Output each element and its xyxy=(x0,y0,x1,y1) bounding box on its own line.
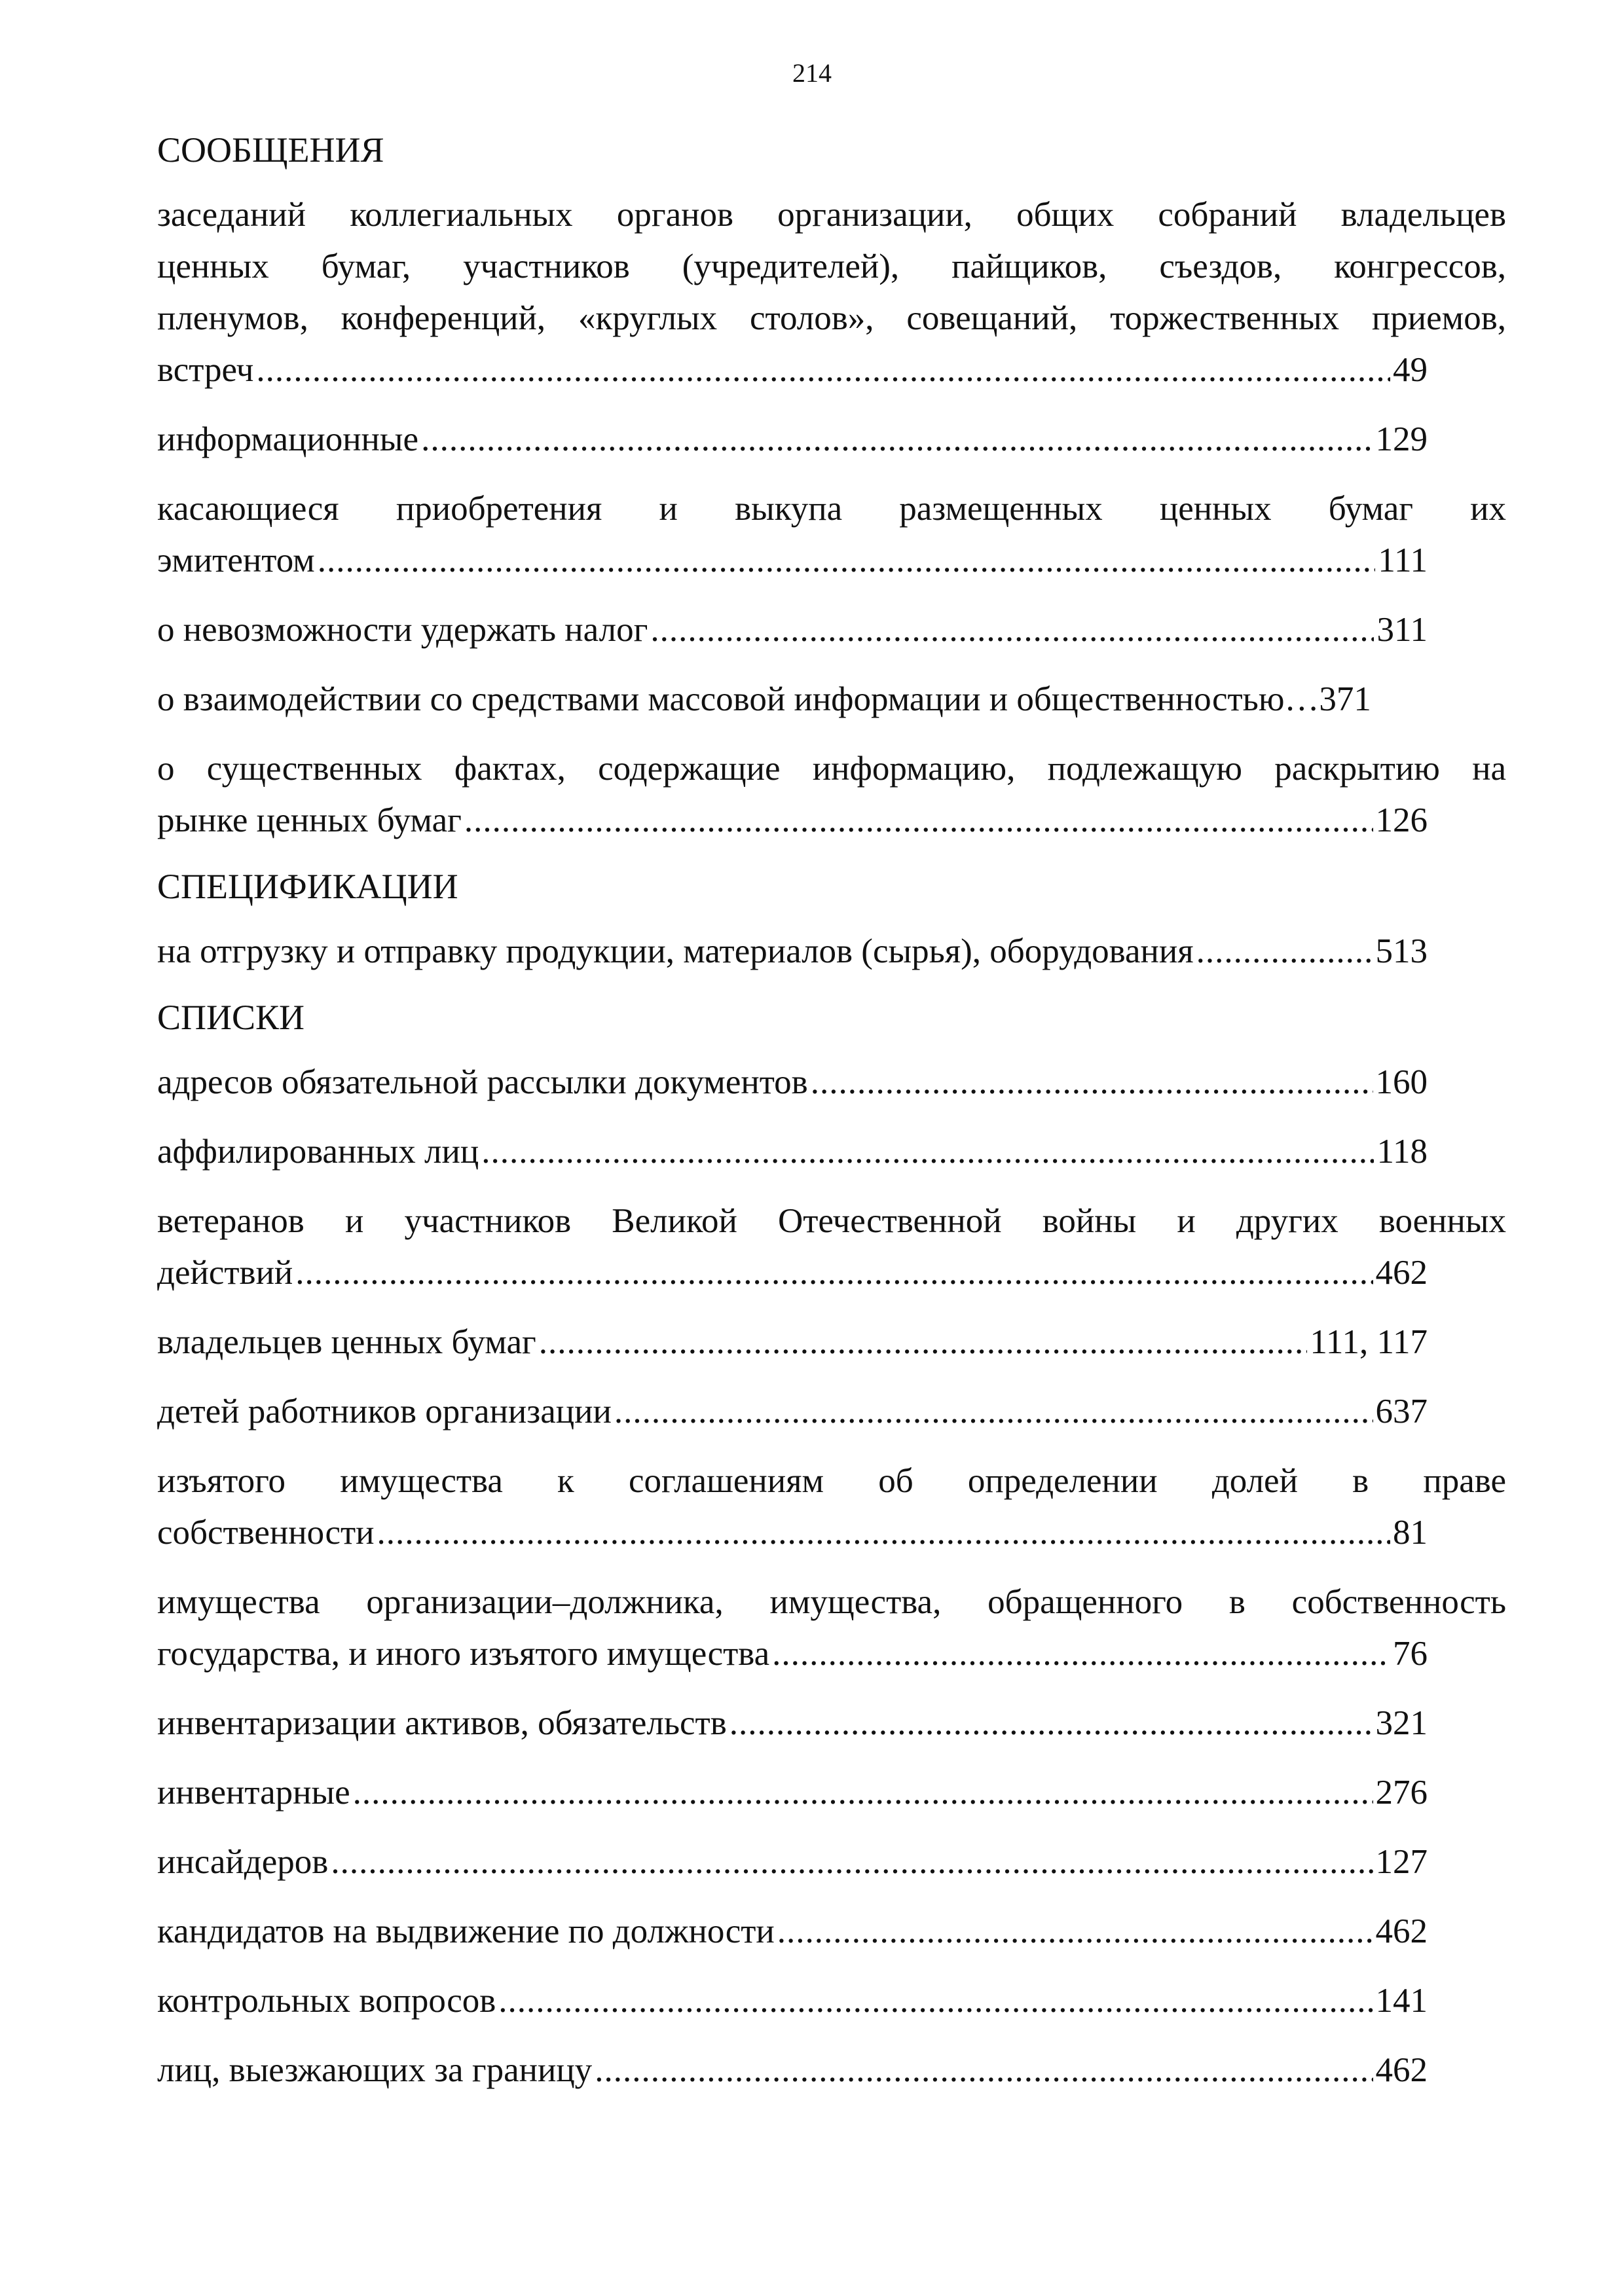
section-heading: СПИСКИ xyxy=(157,998,305,1037)
entry-page: 49 xyxy=(1393,351,1428,389)
entry-line: имущества организации–должника, имущества, обращенного в собственность xyxy=(157,1583,1506,1621)
entry-text: на отгрузку и отправку продукции, материалов (сырья), оборудования xyxy=(157,932,1194,970)
index-entry xyxy=(157,1836,1506,1888)
index-entry xyxy=(157,2045,1506,2096)
entry-text: инвентарные xyxy=(157,1774,350,1812)
leader-dots xyxy=(498,1975,1373,2027)
leader-dots xyxy=(481,1126,1374,1178)
entry-page: 127 xyxy=(1375,1843,1428,1881)
index-entry xyxy=(157,674,1506,725)
leader-dots xyxy=(464,795,1373,847)
entry-leader-line xyxy=(157,1507,1428,1559)
leader-dots xyxy=(777,1906,1373,1958)
entry-text: встреч xyxy=(157,351,254,389)
entry-page: 141 xyxy=(1375,1982,1428,2020)
leader-dots xyxy=(614,1386,1373,1438)
index-entry xyxy=(157,926,1506,977)
entry-leader-line xyxy=(157,1386,1428,1438)
entry-leader-line xyxy=(157,2045,1428,2096)
index-entry xyxy=(157,1455,1506,1559)
entry-page: 462 xyxy=(1375,1912,1428,1950)
section-heading: СООБЩЕНИЯ xyxy=(157,130,384,170)
index-entry xyxy=(157,1975,1506,2027)
leader-dots xyxy=(331,1836,1373,1888)
entry-leader-line xyxy=(157,1628,1428,1680)
index-entry xyxy=(157,1698,1506,1749)
entry-leader-line xyxy=(157,414,1428,465)
entry-leader-line xyxy=(157,795,1428,847)
entry-leader-line xyxy=(157,1247,1428,1299)
entry-leader-line xyxy=(157,1317,1428,1368)
leader-dots xyxy=(377,1507,1390,1559)
entry-page: 129 xyxy=(1375,420,1428,458)
entry-leader-line xyxy=(157,535,1428,587)
index-entry xyxy=(157,1906,1506,1958)
leader-dots xyxy=(539,1317,1308,1368)
entry-line: заседаний коллегиальных органов организации, общих собраний владельцев xyxy=(157,196,1506,234)
entry-text: о невозможности удержать налог xyxy=(157,611,648,649)
entry-leader-line xyxy=(157,1057,1428,1108)
entry-text: владельцев ценных бумаг xyxy=(157,1323,536,1361)
entry-page: 111 xyxy=(1378,541,1428,579)
entry-page: 76 xyxy=(1393,1635,1428,1673)
index-content xyxy=(157,124,1506,2096)
entry-text: лиц, выезжающих за границу xyxy=(157,2051,593,2089)
entry-leader-line xyxy=(157,926,1428,977)
leader-dots xyxy=(650,604,1374,656)
index-entry xyxy=(157,1126,1506,1178)
index-entry xyxy=(157,1767,1506,1819)
leader-dots xyxy=(811,1057,1373,1108)
entry-page: 160 xyxy=(1375,1063,1428,1101)
index-entry xyxy=(157,1317,1506,1368)
entry-line: о существенных фактах, содержащие информацию, подлежащую раскрытию на xyxy=(157,750,1506,788)
entry-line: ветеранов и участников Великой Отечественной войны и других военных xyxy=(157,1202,1506,1240)
entry-page: 276 xyxy=(1375,1774,1428,1812)
entry-text: контрольных вопросов xyxy=(157,1982,496,2020)
leader-dots xyxy=(421,414,1373,465)
entry-text: аффилированных лиц xyxy=(157,1133,479,1171)
entry-page: 321 xyxy=(1375,1704,1428,1742)
index-entry xyxy=(157,1386,1506,1438)
entry-line: изъятого имущества к соглашениям об определении долей в праве xyxy=(157,1462,1506,1500)
leader-dots xyxy=(772,1628,1390,1680)
entry-leader-line xyxy=(157,1767,1428,1819)
entry-page: 462 xyxy=(1375,2051,1428,2089)
entry-leader-line xyxy=(157,604,1428,656)
entry-page: 118 xyxy=(1376,1133,1428,1171)
entry-page: 637 xyxy=(1375,1393,1428,1430)
entry-text: информационные xyxy=(157,420,419,458)
leader-dots xyxy=(318,535,1376,587)
leader-dots xyxy=(1196,926,1373,977)
entry-leader-line xyxy=(157,1126,1428,1178)
entry-line: ценных бумаг, участников (учредителей), пайщиков, съездов, конгрессов, xyxy=(157,247,1506,285)
entry-leader-line xyxy=(157,1698,1428,1749)
entry-text: кандидатов на выдвижение по должности xyxy=(157,1912,775,1950)
page-number: 214 xyxy=(792,58,832,88)
leader-dots xyxy=(353,1767,1373,1819)
entry-text: детей работников организации xyxy=(157,1393,612,1430)
entry-text: адресов обязательной рассылки документов xyxy=(157,1063,808,1101)
entry-text: собственности xyxy=(157,1514,375,1552)
entry-text: эмитентом xyxy=(157,541,315,579)
entry-page: 126 xyxy=(1375,801,1428,839)
index-entry xyxy=(157,1576,1506,1680)
leader-dots xyxy=(295,1247,1373,1299)
leader-dots xyxy=(595,2045,1373,2096)
section-heading: СПЕЦИФИКАЦИИ xyxy=(157,867,458,906)
entry-leader-line xyxy=(157,1975,1428,2027)
entry-text: о взаимодействии со средствами массовой информации и общественностью…371 xyxy=(157,680,1371,718)
entry-text: государства, и иного изъятого имущества xyxy=(157,1635,770,1673)
index-entry xyxy=(157,604,1506,656)
index-entry xyxy=(157,483,1506,587)
entry-text: инвентаризации активов, обязательств xyxy=(157,1704,727,1742)
entry-page: 111, 117 xyxy=(1310,1323,1428,1361)
entry-line: касающиеся приобретения и выкупа размещенных ценных бумаг их xyxy=(157,490,1506,528)
entry-page: 81 xyxy=(1393,1514,1428,1552)
leader-dots xyxy=(729,1698,1373,1749)
entry-line: пленумов, конференций, «круглых столов», совещаний, торжественных приемов, xyxy=(157,299,1506,337)
entry-text: инсайдеров xyxy=(157,1843,329,1881)
entry-page: 513 xyxy=(1375,932,1428,970)
entry-page: 311 xyxy=(1376,611,1428,649)
index-entry xyxy=(157,1195,1506,1299)
entry-text: рынке ценных бумаг xyxy=(157,801,462,839)
index-entry xyxy=(157,1057,1506,1108)
entry-leader-line xyxy=(157,344,1428,396)
index-entry xyxy=(157,743,1506,847)
index-entry xyxy=(157,414,1506,465)
entry-leader-line xyxy=(157,1906,1428,1958)
entry-page: 462 xyxy=(1375,1254,1428,1292)
entry-text: действий xyxy=(157,1254,293,1292)
index-entry xyxy=(157,189,1506,396)
leader-dots xyxy=(256,344,1390,396)
entry-leader-line xyxy=(157,1836,1428,1888)
